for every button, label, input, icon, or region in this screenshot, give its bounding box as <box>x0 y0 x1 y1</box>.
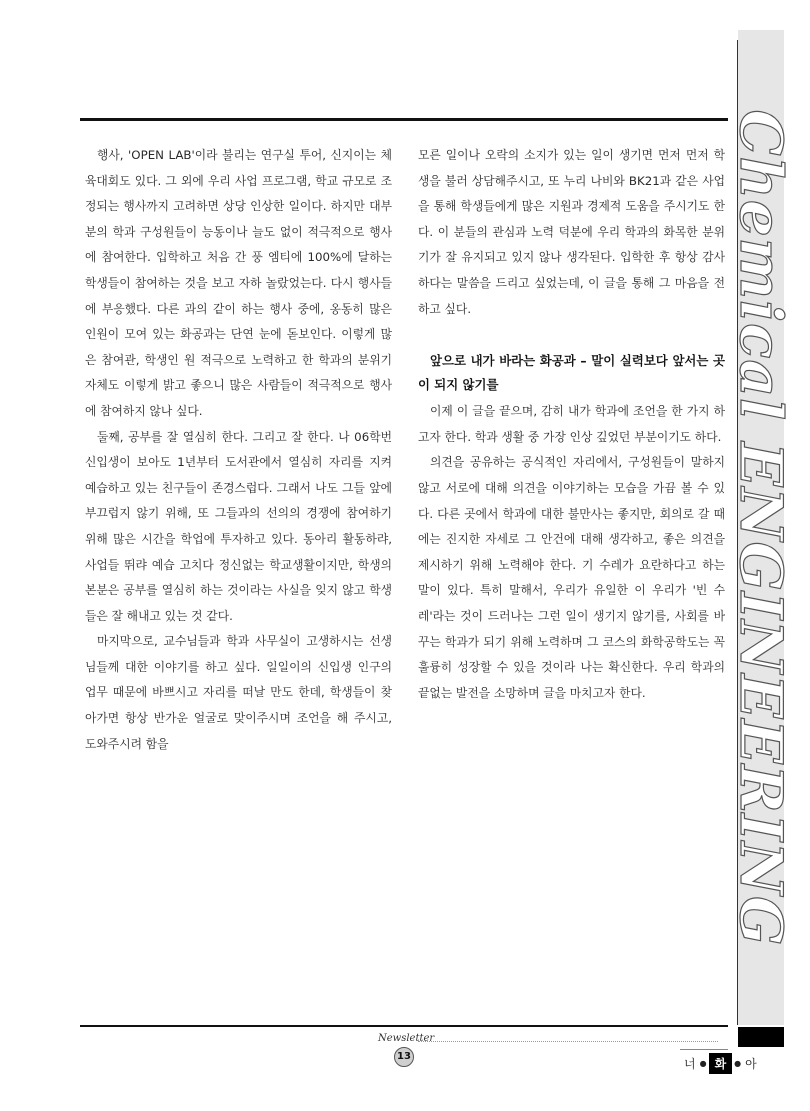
footer-tag-1: 너 <box>684 1056 696 1071</box>
footer-dot-2: ● <box>734 1058 742 1068</box>
right-paragraph-2: 이제 이 글을 끝으며, 감히 내가 학과에 조언을 한 가지 하고자 한다. 학과 생활 중 가장 인상 깊었던 부분이기도 하다. <box>418 404 725 444</box>
footer-dotted-line <box>418 1041 718 1042</box>
corner-block <box>738 1027 784 1047</box>
bottom-rule <box>80 1025 728 1027</box>
page-number: 13 <box>394 1047 414 1067</box>
side-title: Chemical ENGINEERING <box>727 109 795 946</box>
footer-tag-2: 화 <box>709 1053 733 1074</box>
footer-separator <box>680 1049 728 1050</box>
side-band <box>727 30 795 1025</box>
right-paragraph-1: 모른 일이나 오락의 소지가 있는 일이 생기면 먼저 먼저 학생을 불러 상담해주시고, 또 누리 나비와 BK21과 같은 사업을 통해 학생들에게 많은 지원과 경제적 도움을 주시기도 한다. 이 분들의 관심과 노력 덕분에 우리 학과의 화목한 분위기가 잘 유지되고 있지 않나 생각된다. 입학한 후 항상 감사하다는 말씀을 드리고 싶었는데, 이 글을 통해 그 마음을 전하고 싶다. <box>418 148 725 316</box>
right-column <box>418 143 725 706</box>
newsletter-label: Newsletter <box>378 1033 435 1044</box>
right-paragraph-3: 의견을 공유하는 공식적인 자리에서, 구성원들이 말하지 않고 서로에 대해 의견을 이야기하는 모습을 가끔 볼 수 있다. 다른 곳에서 학과에 대한 불만사는 좋지만, 회의로 갈 때에는 진지한 자세로 그 안건에 대해 생각하고, 좋은 의견을 제시하기 위해 노력해야 한다. 기 수레가 요란하다고 하는 말이 있다. 특히 말해서, 우리가 유일한 이 우리가 '빈 수레'라는 것이 드러나는 그런 일이 생기지 않기를, 사회를 바꾸는 학과가 되기 위해 노력하며 그 코스의 화학공학도는 꼭 훌륭히 성장할 수 있을 것이라 나는 확신한다. 우리 학과의 끝없는 발전을 소망하며 글을 마치고자 한다. <box>418 455 725 700</box>
top-rule <box>80 118 728 121</box>
footer-dot-1: ● <box>699 1058 707 1068</box>
left-column <box>85 143 392 757</box>
left-paragraph-1: 행사, 'OPEN LAB'이라 불리는 연구실 투어, 신지이는 체육대회도 있다. 그 외에 우리 사업 프로그램, 학교 규모로 조정되는 행사까지 고려하면 상당 인상한 일이다. 하지만 대부분의 학과 구성원들이 능동이나 늘도 없이 적극적으로 행사에 참여한다. 입학하고 처음 간 풍 엠티에 100%에 달하는 학생들이 참여하는 것을 보고 자하 놀랐었는다. 다시 행사들에 부응했다. 다른 과의 같이 하는 행사 중에, 옹동히 많은 인원이 모여 있는 화공과는 단연 눈에 돋보인다. 이렇게 많은 참여관, 학생인 원 적극으로 노력하고 한 학과의 분위기 자체도 이렇게 밝고 좋으니 많은 사람들이 적극적으로 행사에 참여하지 않나 싶다. <box>85 148 392 418</box>
section-heading: 앞으로 내가 바라는 화공과 – 말이 실력보다 앞서는 곳이 되지 않기를 <box>418 353 725 393</box>
footer-tag <box>682 1052 759 1074</box>
footer-tag-3: 아 <box>745 1056 757 1071</box>
left-paragraph-3: 마지막으로, 교수님들과 학과 사무실이 고생하시는 선생님들께 대한 이야기를 하고 싶다. 일일이의 신입생 인구의 업무 때문에 바쁘시고 자리를 떠날 만도 한데, 학생들이 찾아가면 항상 반가운 얼굴로 맞이주시며 조언을 해 주시고, 도와주시려 함을 <box>85 634 392 751</box>
left-paragraph-2: 둘째, 공부를 잘 열심히 한다. 그리고 잘 한다. 나 06학번 신입생이 보아도 1년부터 도서관에서 열심히 자리를 지켜 예습하고 있는 친구들이 존경스럽다. 그래서 나도 그들 앞에 부끄럽지 않기 위해, 또 그들과의 선의의 경쟁에 참여하기 위해 많은 시간을 학업에 투자하고 있다. 동아리 활동하랴, 사업들 뛰랴 예습 고치다 정신없는 학교생활이지만, 학생의 본분은 공부를 열심히 하는 것이라는 사실을 잊지 않고 학생들은 잘 해내고 있는 것 같다. <box>85 429 392 623</box>
